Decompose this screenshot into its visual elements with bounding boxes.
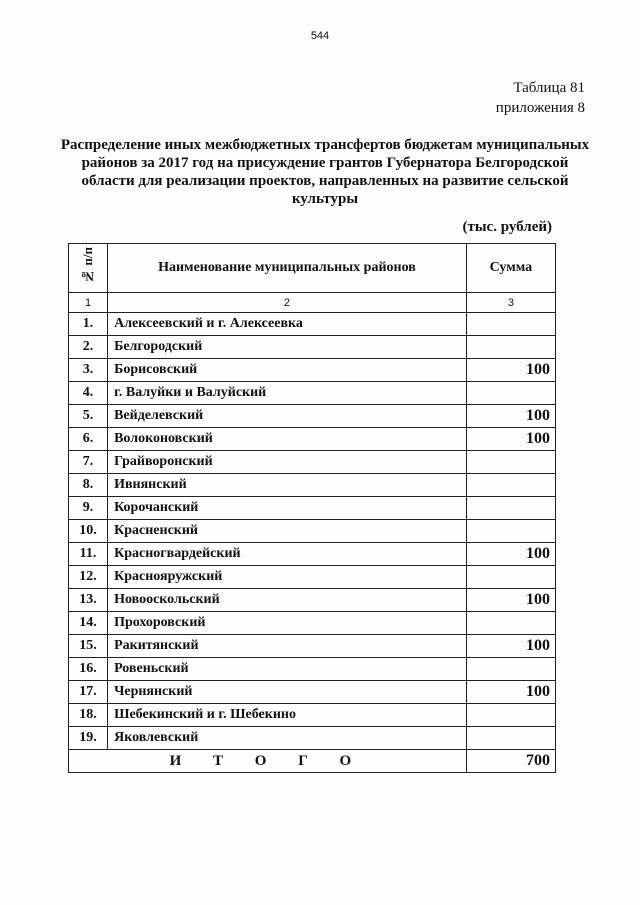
row-sum: 100 xyxy=(466,589,555,612)
district-name: Шебекинский и г. Шебекино xyxy=(108,704,467,727)
row-sum xyxy=(466,313,555,336)
page-number: 544 xyxy=(310,30,330,42)
district-name: Борисовский xyxy=(108,359,467,382)
total-row xyxy=(69,750,556,773)
row-sum: 100 xyxy=(466,543,555,566)
row-number: 5. xyxy=(69,405,108,428)
table-row xyxy=(69,612,556,635)
row-sum xyxy=(466,612,555,635)
column-numbers-row xyxy=(69,293,556,313)
row-number: 11. xyxy=(69,543,108,566)
table-row xyxy=(69,336,556,359)
row-number: 19. xyxy=(69,727,108,750)
units-label: (тыс. рублей) xyxy=(462,219,552,235)
district-name: Красненский xyxy=(108,520,467,543)
row-sum xyxy=(466,382,555,405)
row-number: 17. xyxy=(69,681,108,704)
table-row xyxy=(69,497,556,520)
table-row xyxy=(69,566,556,589)
row-sum xyxy=(466,704,555,727)
row-sum xyxy=(466,727,555,750)
column-number: 1 xyxy=(69,293,108,313)
row-number: 3. xyxy=(69,359,108,382)
row-number: 13. xyxy=(69,589,108,612)
header-num: № п/п xyxy=(69,244,108,293)
row-number: 9. xyxy=(69,497,108,520)
district-name: Ивнянский xyxy=(108,474,467,497)
district-name: Новооскольский xyxy=(108,589,467,612)
table-reference xyxy=(496,78,585,118)
reference-line-2: приложения 8 xyxy=(495,100,585,116)
column-number: 2 xyxy=(108,293,467,313)
table-row xyxy=(69,681,556,704)
district-name: Краснояружский xyxy=(108,566,467,589)
total-label: И Т О Г О xyxy=(69,750,467,773)
row-number: 14. xyxy=(69,612,108,635)
row-sum xyxy=(466,566,555,589)
table-row xyxy=(69,727,556,750)
row-sum: 100 xyxy=(466,635,555,658)
row-sum xyxy=(466,451,555,474)
column-number: 3 xyxy=(466,293,555,313)
transfers-table xyxy=(68,243,556,773)
table-row xyxy=(69,589,556,612)
document-title: Распределение иных межбюджетных трансфертов бюджетам муниципальных районов за 2017 год на присуждение грантов Губернатора Белгородской области для реализации проектов, направленных на развитие сельской культуры xyxy=(60,137,590,207)
table-row xyxy=(69,313,556,336)
table-header-row xyxy=(69,244,556,293)
row-number: 10. xyxy=(69,520,108,543)
table-row xyxy=(69,474,556,497)
row-number: 8. xyxy=(69,474,108,497)
table-row xyxy=(69,451,556,474)
district-name: Белгородский xyxy=(108,336,467,359)
header-name: Наименование муниципальных районов xyxy=(108,244,467,293)
table-row xyxy=(69,520,556,543)
district-name: Яковлевский xyxy=(108,727,467,750)
row-number: 1. xyxy=(69,313,108,336)
table-row xyxy=(69,405,556,428)
district-name: Ровеньский xyxy=(108,658,467,681)
row-number: 18. xyxy=(69,704,108,727)
district-name: Вейделевский xyxy=(108,405,467,428)
row-sum: 100 xyxy=(466,681,555,704)
table-row xyxy=(69,428,556,451)
row-sum xyxy=(466,336,555,359)
district-name: Корочанский xyxy=(108,497,467,520)
district-name: Прохоровский xyxy=(108,612,467,635)
row-number: 6. xyxy=(69,428,108,451)
district-name: Алексеевский и г. Алексеевка xyxy=(108,313,467,336)
row-sum: 100 xyxy=(466,359,555,382)
district-name: г. Валуйки и Валуйский xyxy=(108,382,467,405)
row-sum: 100 xyxy=(466,405,555,428)
district-name: Волоконовский xyxy=(108,428,467,451)
district-name: Чернянский xyxy=(108,681,467,704)
row-number: 16. xyxy=(69,658,108,681)
row-sum xyxy=(466,658,555,681)
table-row xyxy=(69,543,556,566)
table-row xyxy=(69,359,556,382)
table-row xyxy=(69,382,556,405)
row-number: 7. xyxy=(69,451,108,474)
reference-line-1: Таблица 81 xyxy=(513,80,585,96)
row-sum: 100 xyxy=(466,428,555,451)
total-sum: 700 xyxy=(466,750,555,773)
row-number: 15. xyxy=(69,635,108,658)
row-number: 2. xyxy=(69,336,108,359)
header-sum: Сумма xyxy=(466,244,555,293)
row-number: 4. xyxy=(69,382,108,405)
district-name: Грайворонский xyxy=(108,451,467,474)
row-number: 12. xyxy=(69,566,108,589)
district-name: Красногвардейский xyxy=(108,543,467,566)
row-sum xyxy=(466,474,555,497)
table-row xyxy=(69,635,556,658)
table-row xyxy=(69,658,556,681)
row-sum xyxy=(466,520,555,543)
row-sum xyxy=(466,497,555,520)
district-name: Ракитянский xyxy=(108,635,467,658)
table-row xyxy=(69,704,556,727)
